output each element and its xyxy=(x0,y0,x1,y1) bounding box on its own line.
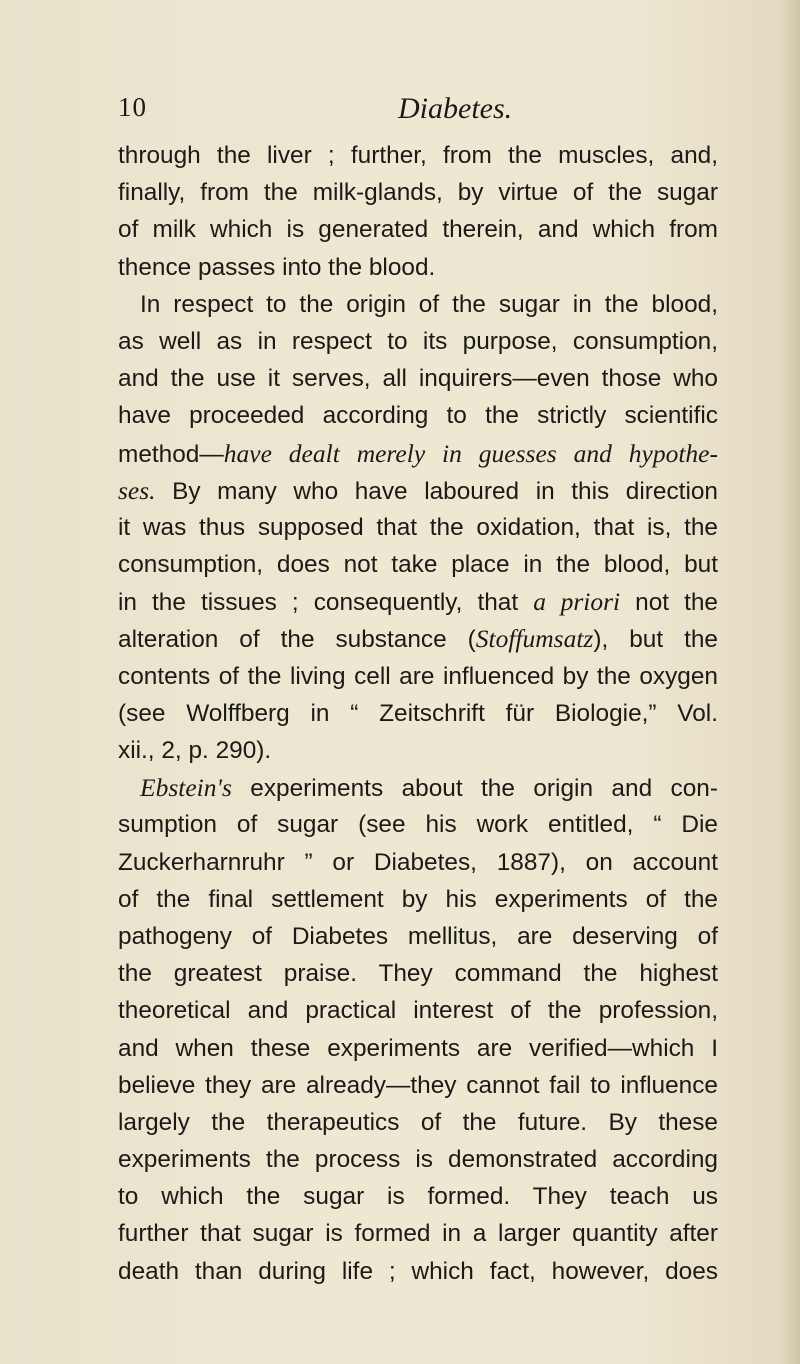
text-line: further that sugar is formed in a larger quantity after xyxy=(118,1220,718,1248)
text-line: it was thus supposed that the oxidation, that is, the xyxy=(118,513,718,541)
text-line: and the use it serves, all inquirers—even those who xyxy=(118,365,718,393)
text-line: to which the sugar is formed. They teach us xyxy=(118,1183,718,1211)
text-line: method—have dealt merely in guesses and hypothe- xyxy=(118,438,718,468)
text-line: theoretical and practical interest of the profession, xyxy=(118,997,718,1025)
text-line: pathogeny of Diabetes mellitus, are deserving of xyxy=(118,922,718,950)
text-line: and when these experiments are verified—which I xyxy=(118,1034,718,1062)
italic-phrase: a priori xyxy=(533,587,621,617)
running-title: Diabetes. xyxy=(398,92,513,125)
text-line: the greatest praise. They command the highest xyxy=(118,960,718,988)
italic-phrase: Stoffumsatz xyxy=(475,624,594,654)
text-line: Ebstein's experiments about the origin and con- xyxy=(140,773,718,803)
page-header xyxy=(118,92,720,132)
text-line: of milk which is generated therein, and which from xyxy=(118,216,718,244)
italic-phrase: Ebstein's xyxy=(140,773,232,803)
text-line: in the tissues ; consequently, that a priori not the xyxy=(118,587,718,617)
text-line: alteration of the substance (Stoffumsatz), but the xyxy=(118,624,718,654)
page-number: 10 xyxy=(118,92,147,122)
text-line: through the liver ; further, from the muscles, and, xyxy=(118,142,718,169)
text-line: as well as in respect to its purpose, consumption, xyxy=(118,327,718,355)
body-text xyxy=(118,137,718,1290)
text-line: (see Wolffberg in “ Zeitschrift für Biologie,” Vol. xyxy=(118,699,718,727)
text-line: have proceeded according to the strictly scientific xyxy=(118,402,718,430)
text-line: death than during life ; which fact, however, does xyxy=(118,1257,718,1285)
italic-phrase: have dealt merely in guesses and hypothe- xyxy=(223,438,718,468)
italic-phrase: ses. xyxy=(118,475,156,505)
text-line: largely the therapeutics of the future. By these xyxy=(118,1108,718,1136)
text-line: of the final settlement by his experiments of the xyxy=(118,885,718,913)
text-line: thence passes into the blood. xyxy=(118,253,436,281)
text-line: xii., 2, p. 290). xyxy=(118,737,272,764)
text-line: consumption, does not take place in the blood, but xyxy=(118,551,718,579)
text-line: ses. By many who have laboured in this direction xyxy=(118,475,718,505)
page-edge-shadow xyxy=(778,0,800,1364)
text-line: Zuckerharnruhr ” or Diabetes, 1887), on account xyxy=(118,848,718,876)
text-line: In respect to the origin of the sugar in the blood, xyxy=(140,290,718,318)
text-line: believe they are already—they cannot fail to influence xyxy=(118,1071,718,1099)
text-line: finally, from the milk-glands, by virtue of the sugar xyxy=(118,179,718,207)
text-line: sumption of sugar (see his work entitled, “ Die xyxy=(118,811,718,839)
text-line: experiments the process is demonstrated according xyxy=(118,1146,718,1174)
text-line: contents of the living cell are influenced by the oxygen xyxy=(118,662,718,690)
